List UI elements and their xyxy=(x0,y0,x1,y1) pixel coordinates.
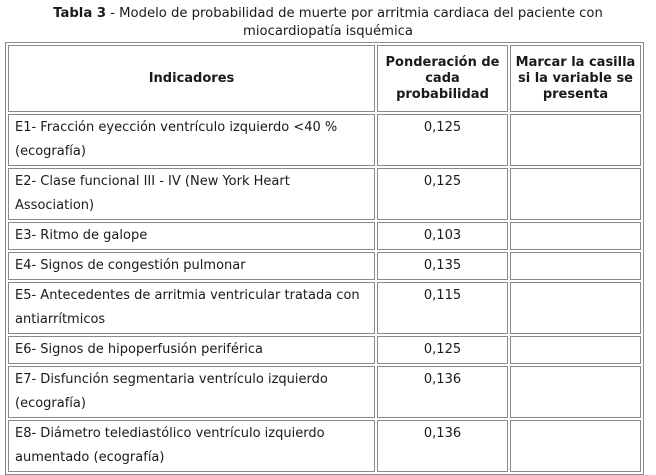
weight-cell: 0,136 xyxy=(377,420,508,472)
header-mark: Marcar la casilla si la variable se presenta xyxy=(510,45,641,112)
table-header-row xyxy=(8,45,641,112)
indicator-cell: E7- Disfunción segmentaria ventrículo izquierdo (ecografía) xyxy=(8,366,375,418)
weight-cell: 0,115 xyxy=(377,282,508,334)
table-row xyxy=(8,282,641,334)
table-caption-label: Tabla 3 xyxy=(53,6,106,21)
indicator-cell: E1- Fracción eyección ventrículo izquierdo <40 % (ecografía) xyxy=(8,114,375,166)
weight-cell: 0,135 xyxy=(377,252,508,280)
indicator-cell: E8- Diámetro telediastólico ventrículo izquierdo aumentado (ecografía) xyxy=(8,420,375,472)
weight-cell: 0,103 xyxy=(377,222,508,250)
weight-cell: 0,125 xyxy=(377,114,508,166)
weight-cell: 0,136 xyxy=(377,366,508,418)
mark-checkbox-cell[interactable] xyxy=(510,222,641,250)
indicator-cell: E5- Antecedentes de arritmia ventricular tratada con antiarrítmicos xyxy=(8,282,375,334)
table-row xyxy=(8,168,641,220)
indicator-cell: E4- Signos de congestión pulmonar xyxy=(8,252,375,280)
indicator-cell: E3- Ritmo de galope xyxy=(8,222,375,250)
mark-checkbox-cell[interactable] xyxy=(510,336,641,364)
table-caption xyxy=(0,5,656,41)
header-weight: Ponderación de cada probabilidad xyxy=(377,45,508,112)
mark-checkbox-cell[interactable] xyxy=(510,282,641,334)
mark-checkbox-cell[interactable] xyxy=(510,366,641,418)
table-row xyxy=(8,114,641,166)
table-row xyxy=(8,222,641,250)
mark-checkbox-cell[interactable] xyxy=(510,420,641,472)
mark-checkbox-cell[interactable] xyxy=(510,168,641,220)
table-caption-text: - Modelo de probabilidad de muerte por arritmia cardiaca del paciente con xyxy=(106,6,603,21)
table-row xyxy=(8,366,641,418)
probability-table xyxy=(5,42,644,475)
weight-cell: 0,125 xyxy=(377,168,508,220)
indicator-cell: E2- Clase funcional III - IV (New York Heart Association) xyxy=(8,168,375,220)
header-indicators: Indicadores xyxy=(8,45,375,112)
mark-checkbox-cell[interactable] xyxy=(510,114,641,166)
table-row xyxy=(8,252,641,280)
weight-cell: 0,125 xyxy=(377,336,508,364)
table-caption-line2: miocardiopatía isquémica xyxy=(243,24,413,39)
table-row xyxy=(8,336,641,364)
indicator-cell: E6- Signos de hipoperfusión periférica xyxy=(8,336,375,364)
table-row xyxy=(8,420,641,472)
mark-checkbox-cell[interactable] xyxy=(510,252,641,280)
